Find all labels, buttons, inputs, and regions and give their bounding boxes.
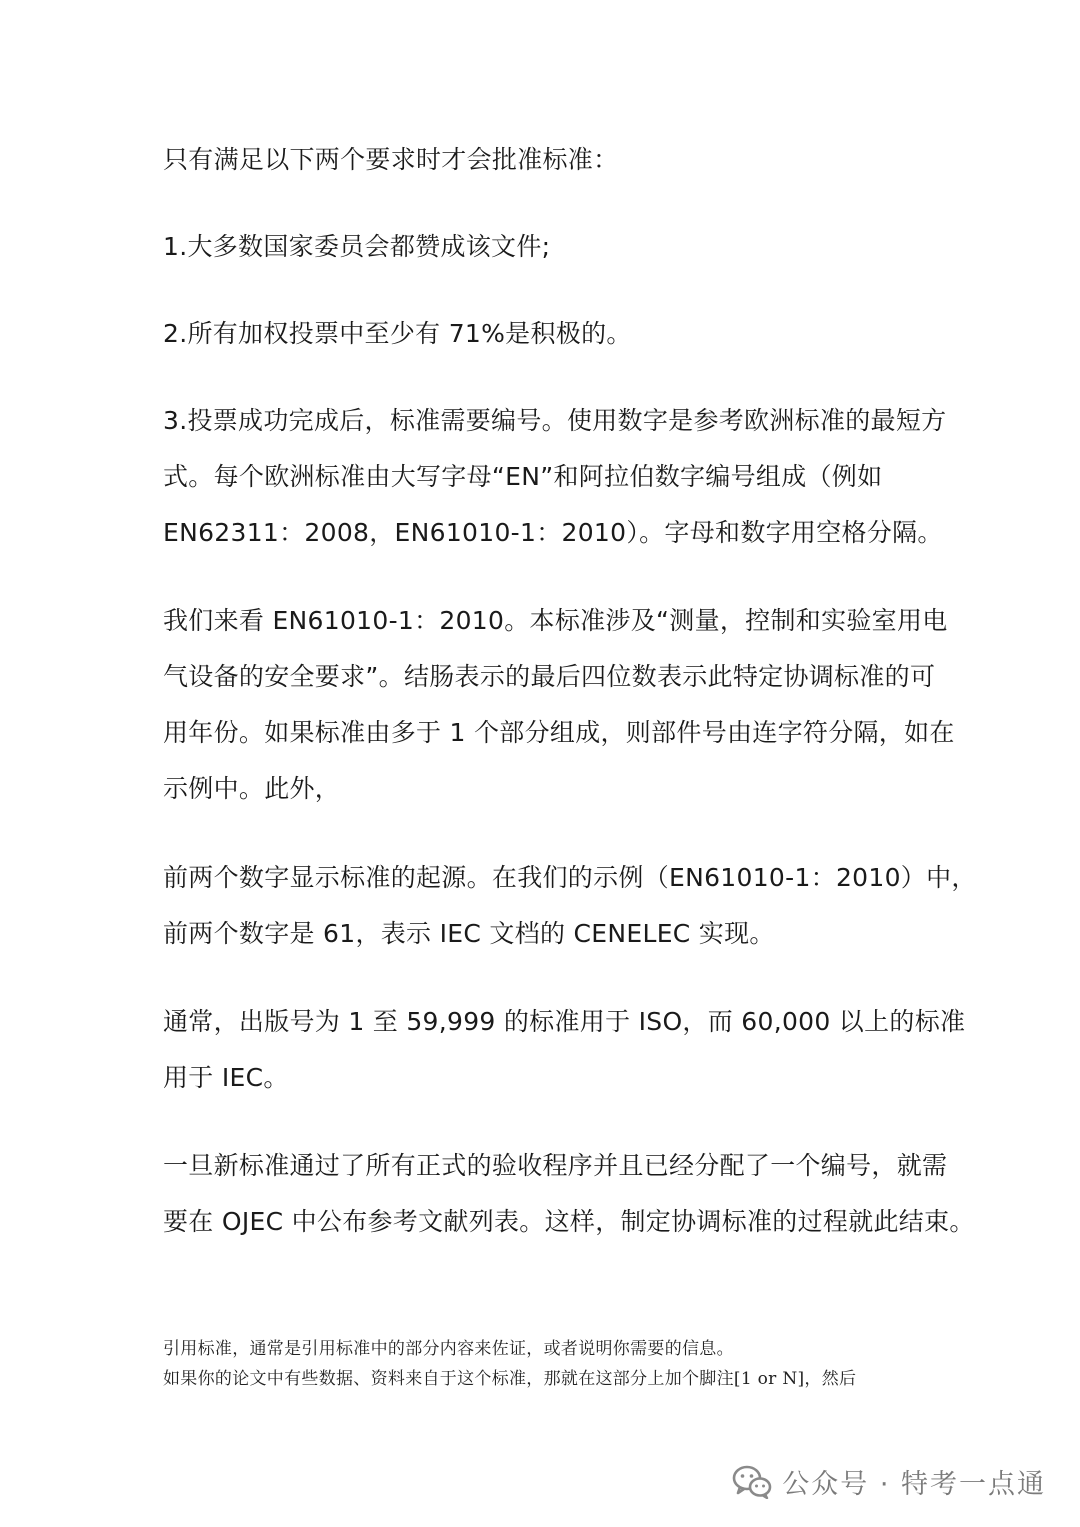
- citation-note: [163, 1334, 856, 1394]
- paragraph-ojec: [163, 1138, 975, 1250]
- note-line: 引用标准，通常是引用标准中的部分内容来佐证，或者说明你需要的信息。: [163, 1339, 734, 1359]
- text-line: 3.投票成功完成后，标准需要编号。使用数字是参考欧洲标准的最短方: [163, 406, 947, 435]
- paragraph-item-3: [163, 393, 946, 561]
- wechat-watermark: [732, 1462, 1046, 1501]
- text-line: 示例中。此外，: [163, 774, 341, 803]
- text-line: 用于 IEC。: [163, 1063, 289, 1092]
- watermark-text: 公众号 · 特考一点通: [782, 1469, 1046, 1500]
- text-line: 通常，出版号为 1 至 59,999 的标准用于 ISO，而 60,000 以上的标准: [163, 1007, 966, 1036]
- text-line: 一旦新标准通过了所有正式的验收程序并且已经分配了一个编号，就需: [163, 1151, 948, 1180]
- paragraph-origin: [163, 850, 977, 962]
- text-line: 前两个数字显示标准的起源。在我们的示例（EN61010-1：2010）中，: [163, 863, 977, 892]
- text-line: 式。每个欧洲标准由大写字母“EN”和阿拉伯数字编号组成（例如: [163, 462, 883, 491]
- note-line: 如果你的论文中有些数据、资料来自于这个标准，那就在这部分上加个脚注[1 or N]，然后: [163, 1369, 857, 1389]
- text-line: 只有满足以下两个要求时才会批准标准：: [163, 145, 619, 174]
- text-line: EN62311：2008，EN61010-1：2010）。字母和数字用空格分隔。: [163, 518, 943, 547]
- text-line: 2.所有加权投票中至少有 71%是积极的。: [163, 319, 632, 348]
- paragraph-item-1: [163, 219, 550, 275]
- text-line: 我们来看 EN61010-1：2010。本标准涉及“测量，控制和实验室用电: [163, 606, 948, 635]
- wechat-icon: [732, 1465, 772, 1499]
- paragraph-item-2: [163, 306, 632, 362]
- text-line: 用年份。如果标准由多于 1 个部分组成，则部件号由连字符分隔，如在: [163, 718, 955, 747]
- paragraph-example: [163, 593, 955, 817]
- paragraph-numbering: [163, 994, 965, 1106]
- text-line: 气设备的安全要求”。结肠表示的最后四位数表示此特定协调标准的可: [163, 662, 936, 691]
- text-line: 前两个数字是 61，表示 IEC 文档的 CENELEC 实现。: [163, 919, 775, 948]
- paragraph-intro: [163, 132, 618, 188]
- text-line: 1.大多数国家委员会都赞成该文件;: [163, 232, 551, 261]
- text-line: 要在 OJEC 中公布参考文献列表。这样，制定协调标准的过程就此结束。: [163, 1207, 975, 1236]
